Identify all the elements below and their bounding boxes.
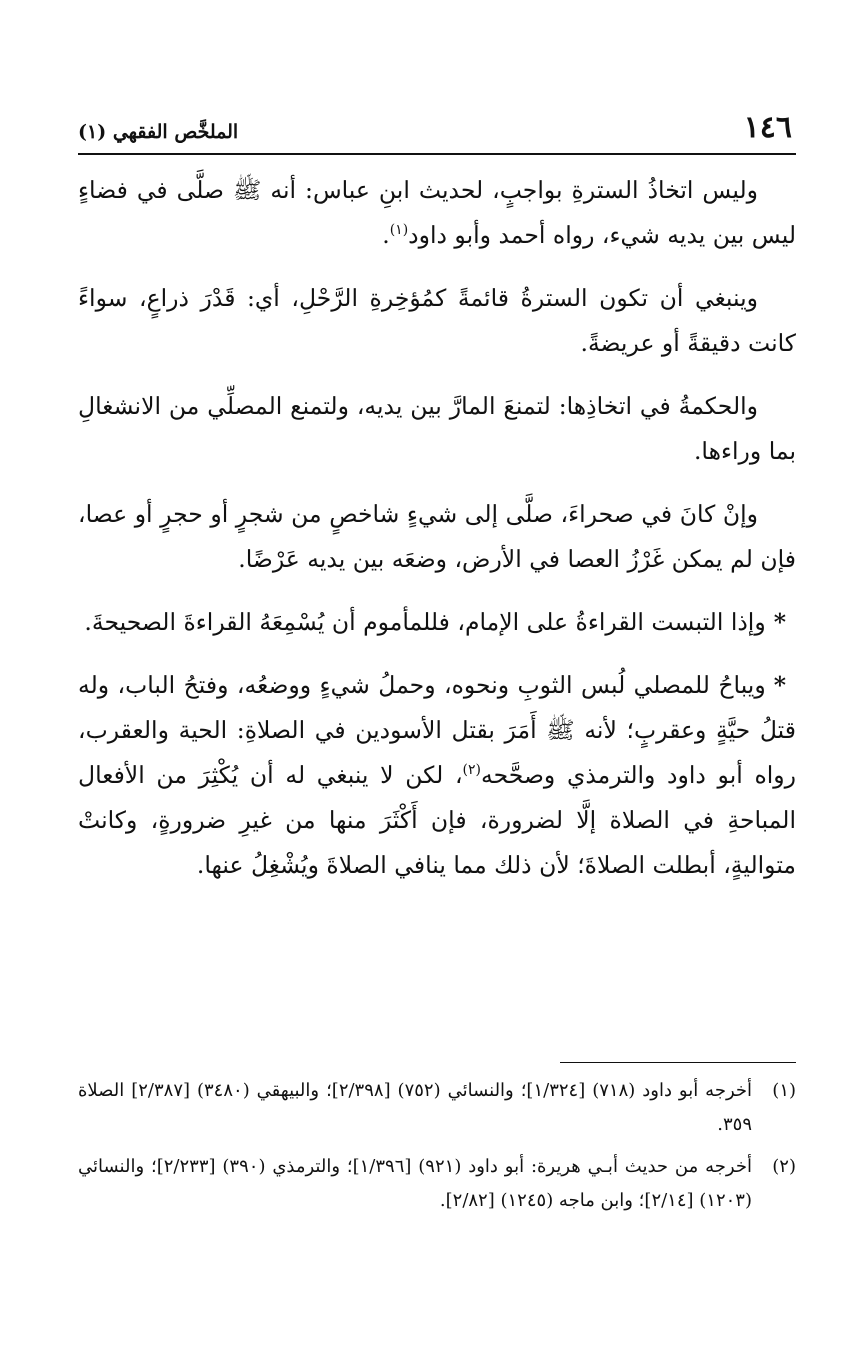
footnote-1 <box>78 1074 796 1142</box>
paragraph-text: ويباحُ للمصلي لُبس الثوبِ ونحوه، وحملُ شيءٍ ووضعُه، وفتحُ الباب، وله قتلُ حيَّةٍ وعقربٍ؛ لأنه ﷺ أَمَرَ بقتل الأسودين في الصلاةِ: الحية والعقرب، رواه أبو داود والترمذي وصحَّحه <box>78 671 796 789</box>
footnote-divider <box>560 1062 796 1063</box>
paragraph-sutra-not-obligatory <box>78 168 796 258</box>
footnote-reference-1: (١) <box>389 222 409 239</box>
paragraph-text-rest: ، لكن لا ينبغي له أن يُكْثِرَ من الأفعال المباحةِ في الصلاة إلَّا لضرورة، فإن أَكْثَرَ منها من غيرِ ضرورةٍ، وكانتْ متواليةٍ، أبطلت الصلاةَ؛ لأن ذلك مما ينافي الصلاةَ ويُشْغِلُ عنها. <box>78 761 796 879</box>
page-header <box>78 108 796 154</box>
paragraph-permitted-actions <box>78 663 796 888</box>
star-bullet-icon: * <box>773 671 786 699</box>
footnote-label: (١) <box>772 1080 797 1101</box>
star-bullet-icon: * <box>773 608 786 636</box>
footnote-2 <box>78 1150 796 1218</box>
paragraph-sutra-height: وينبغي أن تكون السترةُ قائمةً كمُؤخِرةِ الرَّحْلِ، أي: قَدْرَ ذراعٍ، سواءً كانت دقيقةً أو عريضةً. <box>78 284 796 357</box>
footnotes-section <box>78 1074 796 1226</box>
header-divider <box>78 153 796 155</box>
footnote-text: أخرجه أبو داود (٧١٨) [١/٣٢٤]؛ والنسائي (٧٥٢) [٢/٣٩٨]؛ والبيهقي (٣٤٨٠) [٢/٣٨٧] الصلاة ٣٥٩. <box>78 1080 753 1135</box>
paragraph-text: وليس اتخاذُ السترةِ بواجبٍ، لحديث ابنِ عباس: أنه ﷺ صلَّى في فضاءٍ ليس بين يديه شيء، رواه أحمد وأبو داود <box>78 176 796 249</box>
footnote-label: (٢) <box>772 1156 796 1177</box>
footnote-reference-2: (٢) <box>462 762 482 779</box>
paragraph-sutra-wisdom: والحكمةُ في اتخاذِها: لتمنعَ المارَّ بين يديه، ولتمنع المصلِّي من الانشغالِ بما وراءها. <box>78 392 796 465</box>
main-text <box>78 168 796 906</box>
paragraph-desert-prayer: وإنْ كانَ في صحراءَ، صلَّى إلى شيءٍ شاخصٍ من شجرٍ أو حجرٍ أو عصا، فإن لم يمكن غَرْزُ العصا في الأرض، وضعَه بين يديه عَرْضًا. <box>78 500 796 573</box>
paragraph-text: وإذا التبست القراءةُ على الإمام، فللمأموم أن يُسْمِعَهُ القراءةَ الصحيحةَ. <box>84 608 766 636</box>
page-number: ١٤٦ <box>743 110 792 145</box>
footnote-text: أخرجه من حديث أبـي هريرة: أبو داود (٩٢١) [١/٣٩٦]؛ والترمذي (٣٩٠) [٢/٢٣٣]؛ والنسائي (١٢٠٣) [٢/١٤]؛ وابن ماجه (١٢٤٥) [٢/٨٢]. <box>78 1156 752 1211</box>
paragraph-text-end: . <box>382 221 390 249</box>
paragraph-correcting-imam <box>78 600 796 645</box>
running-title: الملخَّص الفقهي (١) <box>78 121 239 143</box>
